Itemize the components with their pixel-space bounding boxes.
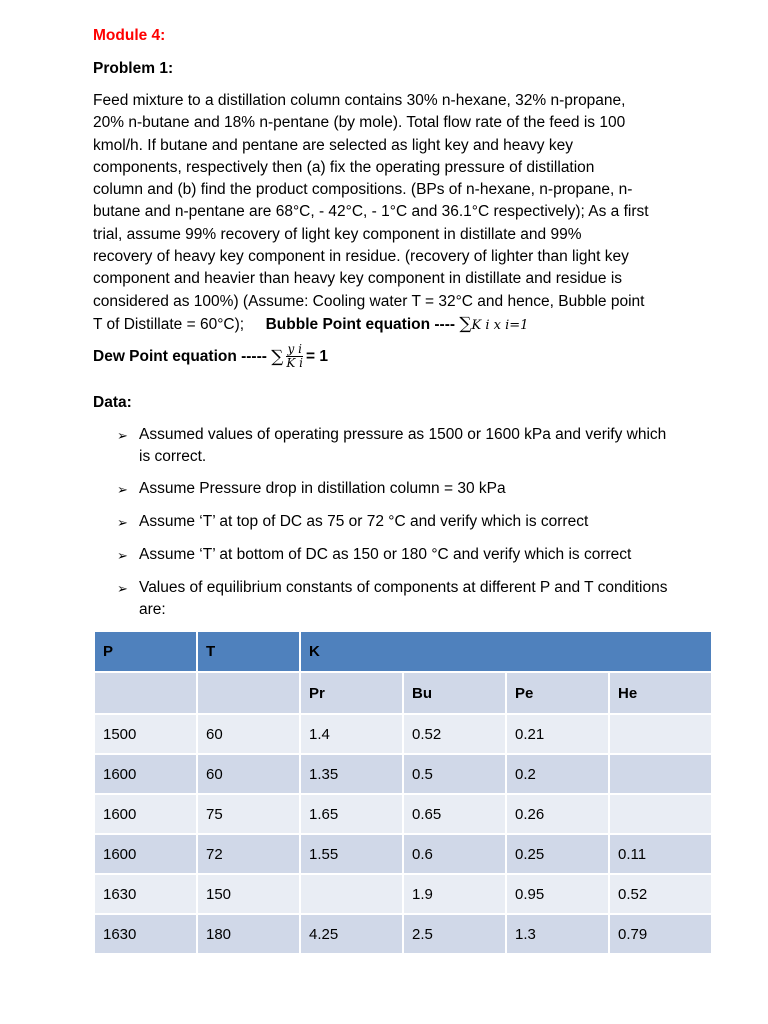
- problem-statement: [93, 90, 685, 337]
- arrow-bullet-icon: ➢: [117, 428, 128, 443]
- subheader-cell: Bu: [404, 673, 505, 713]
- problem-title: Problem 1:: [93, 60, 174, 77]
- dew-denominator: K i: [286, 356, 303, 370]
- table-cell: 0.52: [610, 875, 711, 913]
- table-cell: 1.3: [507, 915, 608, 953]
- statement-line: kmol/h. If butane and pentane are selected as light key and heavy key: [93, 136, 573, 154]
- table-cell: 1600: [95, 795, 196, 833]
- bullet-text: Values of equilibrium constants of components at different P and T conditions are:: [139, 579, 668, 618]
- table-cell: 1.4: [301, 715, 402, 753]
- table-cell: 0.5: [404, 755, 505, 793]
- data-bullet-list: [117, 424, 677, 631]
- subheader-cell: Pe: [507, 673, 608, 713]
- statement-line: considered as 100%) (Assume: Cooling water T = 32°C and hence, Bubble point: [93, 292, 645, 310]
- statement-line: butane and n-pentane are 68°C, - 42°C, - 1°C and 36.1°C respectively); As a first: [93, 203, 649, 221]
- subheader-cell: Pr: [301, 673, 402, 713]
- list-item: [117, 577, 677, 621]
- list-item: [117, 424, 677, 468]
- table-cell: 60: [198, 715, 299, 753]
- dew-numerator: y i: [287, 342, 302, 356]
- table-row: [95, 835, 711, 873]
- module-title: Module 4:: [93, 27, 166, 44]
- table-cell: 0.52: [404, 715, 505, 753]
- statement-line: Feed mixture to a distillation column contains 30% n-hexane, 32% n-propane,: [93, 92, 626, 109]
- table-cell: [610, 795, 711, 833]
- table-cell: 1500: [95, 715, 196, 753]
- table-cell: 4.25: [301, 915, 402, 953]
- sigma-symbol: ∑: [271, 346, 284, 367]
- table-cell: 0.26: [507, 795, 608, 833]
- arrow-bullet-icon: ➢: [117, 515, 128, 530]
- bullet-text: Assume ‘T’ at top of DC as 75 or 72 °C and verify which is correct: [139, 513, 589, 530]
- table-header-row: [95, 632, 711, 671]
- table-subheader-row: [95, 673, 711, 713]
- table-cell: 0.11: [610, 835, 711, 873]
- table-row: [95, 875, 711, 913]
- distillate-temp-text: T of Distillate = 60°C);: [93, 315, 266, 333]
- dew-point-equation: [93, 343, 328, 370]
- bubble-point-label: Bubble Point equation ----: [265, 315, 456, 333]
- equilibrium-constants-table: [93, 630, 713, 955]
- arrow-bullet-icon: ➢: [117, 581, 128, 596]
- table-cell: 2.5: [404, 915, 505, 953]
- table-cell: 1.35: [301, 755, 402, 793]
- arrow-bullet-icon: ➢: [117, 548, 128, 563]
- bubble-point-expression: K i x i=1: [471, 317, 529, 333]
- data-heading: Data:: [93, 394, 132, 411]
- table-cell: 0.65: [404, 795, 505, 833]
- statement-line: 20% n-butane and 18% n-pentane (by mole). Total flow rate of the feed is 100: [93, 114, 626, 132]
- table-cell: 72: [198, 835, 299, 873]
- table-cell: 0.2: [507, 755, 608, 793]
- table-cell: 0.21: [507, 715, 608, 753]
- table-cell: 0.25: [507, 835, 608, 873]
- table-cell: 1.55: [301, 835, 402, 873]
- table-cell: 0.79: [610, 915, 711, 953]
- table-cell: 1.9: [404, 875, 505, 913]
- table-row: [95, 755, 711, 793]
- table-row: [95, 795, 711, 833]
- arrow-bullet-icon: ➢: [117, 482, 128, 497]
- list-item: [117, 478, 677, 501]
- table-cell: 60: [198, 755, 299, 793]
- list-item: [117, 511, 677, 534]
- table-row: [95, 915, 711, 953]
- statement-line: column and (b) find the product compositions. (BPs of n-hexane, n-propane, n-: [93, 181, 633, 199]
- table-cell: 0.6: [404, 835, 505, 873]
- statement-last-line: [93, 313, 685, 337]
- header-cell-t: T: [198, 632, 299, 671]
- bullet-text: Assume ‘T’ at bottom of DC as 150 or 180 °C and verify which is correct: [139, 546, 632, 563]
- bullet-text: Assumed values of operating pressure as 1500 or 1600 kPa and verify which is correct.: [139, 426, 667, 465]
- dew-fraction: [286, 343, 303, 370]
- table-cell: 150: [198, 875, 299, 913]
- statement-line: recovery of heavy key component in residue. (recovery of lighter than light key: [93, 248, 629, 266]
- table-cell: 180: [198, 915, 299, 953]
- table-cell: [301, 875, 402, 913]
- table-cell: 75: [198, 795, 299, 833]
- bullet-text: Assume Pressure drop in distillation column = 30 kPa: [139, 480, 506, 497]
- table-row: [95, 715, 711, 753]
- statement-line: components, respectively then (a) fix the operating pressure of distillation: [93, 158, 595, 176]
- subheader-cell: [95, 673, 196, 713]
- dew-equals: = 1: [306, 347, 328, 365]
- sigma-symbol: ∑: [459, 313, 472, 334]
- list-item: [117, 544, 677, 567]
- statement-line: component and heavier than heavy key component in distillate and residue is: [93, 270, 623, 288]
- table-cell: [610, 755, 711, 793]
- table-cell: 1630: [95, 915, 196, 953]
- dew-point-label: Dew Point equation -----: [93, 347, 267, 365]
- table-cell: 1600: [95, 835, 196, 873]
- table-cell: 0.95: [507, 875, 608, 913]
- table-cell: [610, 715, 711, 753]
- statement-line: trial, assume 99% recovery of light key component in distillate and 99%: [93, 225, 582, 243]
- subheader-cell: [198, 673, 299, 713]
- table-cell: 1.65: [301, 795, 402, 833]
- table-cell: 1600: [95, 755, 196, 793]
- header-cell-k: K: [301, 632, 711, 671]
- table-cell: 1630: [95, 875, 196, 913]
- subheader-cell: He: [610, 673, 711, 713]
- header-cell-p: P: [95, 632, 196, 671]
